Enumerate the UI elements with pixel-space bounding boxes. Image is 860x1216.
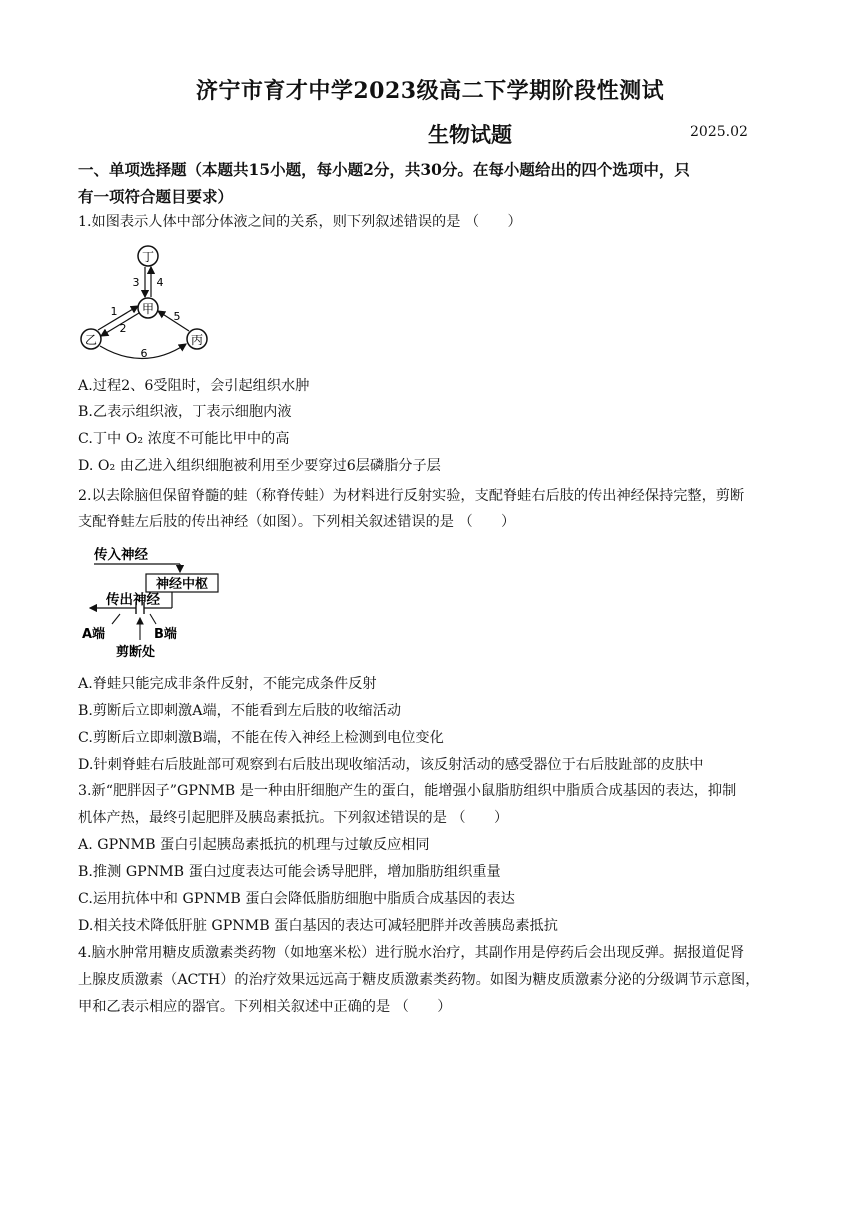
q2-option-d: D.针刺脊蛙右后肢趾部可观察到右后肢出现收缩活动，该反射活动的感受器位于右后肢趾部的皮肤中: [78, 757, 704, 773]
q3-stem-line1: 3.新“肥胖因子”GPNMB 是一种由肝细胞产生的蛋白，能增强小鼠脂肪组织中脂质合成基因的表达，抑制: [78, 783, 737, 799]
arrow-6-label: 6: [140, 347, 148, 360]
q2-stem-line1: 2.以去除脑但保留脊髓的蛙（称脊传蛙）为材料进行反射实验，支配脊蛙右后肢的传出神经保持完整，剪断: [78, 488, 745, 504]
arrow-1-label: 1: [110, 305, 118, 318]
q2-option-c: C.剪断后立即刺激B端，不能在传入神经上检测到电位变化: [78, 730, 444, 746]
q3-stem-line2: 机体产热，最终引起肥胖及胰岛素抵抗。下列叙述错误的是 （ ）: [78, 810, 509, 826]
section-heading-line1: 一、单项选择题（本题共15小题，每小题2分，共30分。在每小题给出的四个选项中，只: [78, 160, 690, 179]
q1-option-c: C.丁中 O₂ 浓度不可能比甲中的高: [78, 431, 290, 447]
exam-subtitle: 生物试题: [428, 122, 512, 147]
arrow-3-label: 3: [132, 276, 140, 289]
q2-option-b: B.剪断后立即刺激A端，不能看到左后肢的收缩活动: [78, 703, 402, 719]
end-a-pointer: [112, 614, 120, 624]
node-yi-label: 乙: [84, 333, 98, 347]
q4-stem-line1: 4.脑水肿常用糖皮质激素类药物（如地塞米松）进行脱水治疗，其副作用是停药后会出现反弹。据报道促肾: [78, 945, 745, 961]
q1-option-a: A.过程2、6受阻时，会引起组织水肿: [78, 378, 310, 394]
q4-stem-line3: 甲和乙表示相应的器官。下列相关叙述中正确的是 （ ）: [78, 999, 452, 1015]
end-b-pointer: [150, 614, 156, 624]
q1-option-d: D. O₂ 由乙进入组织细胞被利用至少要穿过6层磷脂分子层: [78, 458, 441, 474]
exam-date: 2025.02: [690, 124, 748, 140]
q1-option-b: B.乙表示组织液，丁表示细胞内液: [78, 404, 292, 420]
q3-option-d: D.相关技术降低肝脏 GPNMB 蛋白基因的表达可减轻肥胖并改善胰岛素抵抗: [78, 918, 558, 934]
q2-reflex-diagram: [80, 542, 240, 660]
q1-stem: 1.如图表示人体中部分体液之间的关系，则下列叙述错误的是 （ ）: [78, 214, 522, 230]
end-a-label: A端: [82, 627, 106, 642]
arrow-5-label: 5: [173, 310, 181, 323]
afferent-label: 传入神经: [94, 547, 148, 563]
cut-label: 剪断处: [116, 645, 156, 660]
node-bing-label: 丙: [190, 333, 204, 347]
node-ding-label: 丁: [141, 250, 155, 264]
end-b-label: B端: [154, 627, 177, 642]
q2-option-a: A.脊蛙只能完成非条件反射，不能完成条件反射: [78, 676, 377, 692]
q3-option-a: A. GPNMB 蛋白引起胰岛素抵抗的机理与过敏反应相同: [78, 837, 430, 853]
section-heading-line2: 有一项符合题目要求）: [78, 187, 234, 206]
q3-option-b: B.推测 GPNMB 蛋白过度表达可能会诱导肥胖，增加脂肪组织重量: [78, 864, 501, 880]
nerve-center-label: 神经中枢: [155, 577, 209, 592]
efferent-label: 传出神经: [106, 592, 160, 608]
arrow-4-label: 4: [156, 276, 164, 289]
exam-title: 济宁市育才中学2023级高二下学期阶段性测试: [195, 78, 665, 104]
node-jia-label: 甲: [141, 302, 155, 316]
arrow-2-label: 2: [119, 322, 127, 335]
q2-stem-line2: 支配脊蛙左后肢的传出神经（如图）。下列相关叙述错误的是 （ ）: [78, 514, 516, 530]
q4-stem-line2: 上腺皮质激素（ACTH）的治疗效果远远高于糖皮质激素类药物。如图为糖皮质激素分泌的分级调节示意图，: [78, 972, 760, 988]
q1-body-fluid-diagram: [76, 240, 226, 366]
q3-option-c: C.运用抗体中和 GPNMB 蛋白会降低脂肪细胞中脂质合成基因的表达: [78, 891, 515, 907]
